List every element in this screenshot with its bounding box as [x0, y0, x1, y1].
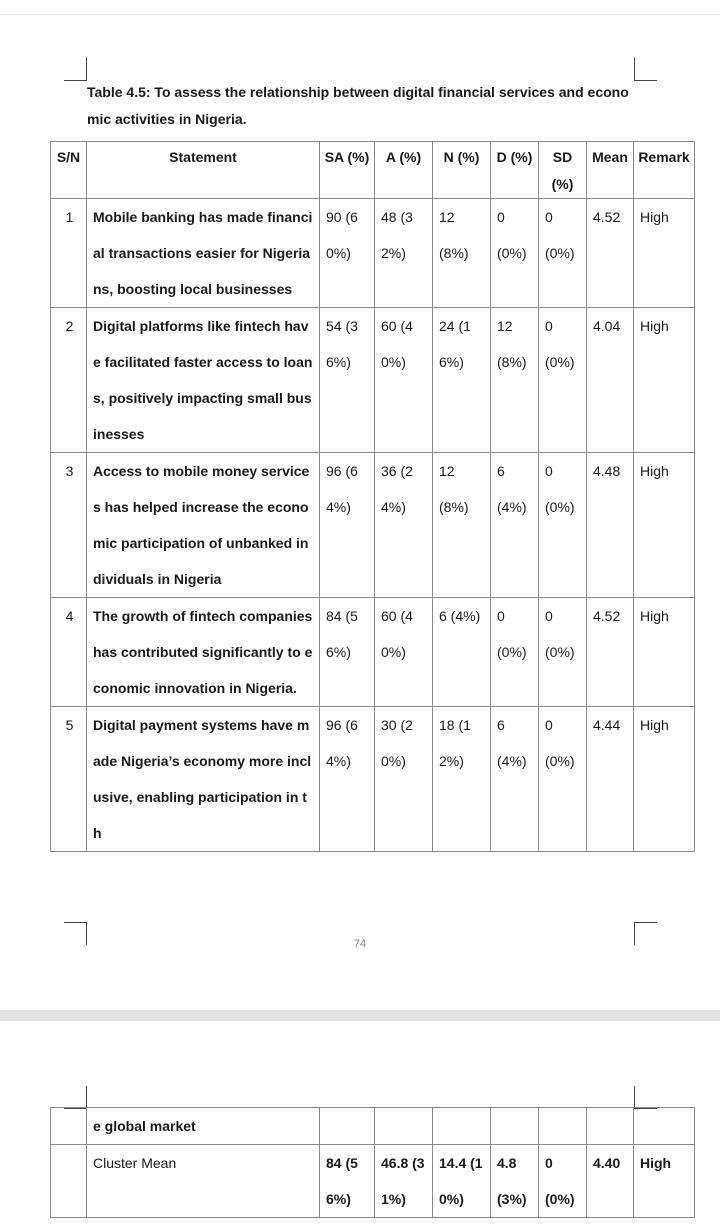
cell-sn: [51, 1108, 87, 1145]
cell-remark: High: [634, 598, 695, 707]
header-sa: SA (%): [320, 142, 375, 199]
top-divider: [0, 14, 720, 15]
cell-d: 0 (0%): [491, 598, 539, 707]
table-row: [51, 707, 695, 852]
cell-sd: 0 (0%): [539, 199, 587, 308]
cell-n: 12 (8%): [433, 199, 491, 308]
header-d: D (%): [491, 142, 539, 199]
cell-d: 6 (4%): [491, 453, 539, 598]
header-sd: SD (%): [539, 142, 587, 199]
cell-sn: 3: [51, 453, 87, 598]
cell-d: [491, 1108, 539, 1145]
cell-statement: Digital platforms like fintech have facilitated faster access to loans, positively impacting small businesses: [87, 308, 320, 453]
header-remark: Remark: [634, 142, 695, 199]
cell-a: 48 (32%): [375, 199, 433, 308]
cluster-mean-row: [51, 1145, 695, 1218]
table-row: [51, 1108, 695, 1145]
table-row: [51, 308, 695, 453]
cluster-sd: 0 (0%): [539, 1145, 587, 1218]
cell-sa: 90 (60%): [320, 199, 375, 308]
cell-remark: High: [634, 453, 695, 598]
cluster-sa: 84 (56%): [320, 1145, 375, 1218]
cluster-a: 46.8 (31%): [375, 1145, 433, 1218]
cell-n: 18 (12%): [433, 707, 491, 852]
cell-remark: High: [634, 308, 695, 453]
cluster-remark: High: [634, 1145, 695, 1218]
cell-a: 36 (24%): [375, 453, 433, 598]
cell-statement: Digital payment systems have made Nigeria’s economy more inclusive, enabling participation in th: [87, 707, 320, 852]
cell-statement: The growth of fintech companies has contributed significantly to economic innovation in Nigeria.: [87, 598, 320, 707]
cell-sa: 96 (64%): [320, 707, 375, 852]
cell-sd: 0 (0%): [539, 598, 587, 707]
cell-d: 12 (8%): [491, 308, 539, 453]
cell-sa: 84 (56%): [320, 598, 375, 707]
table-row: [51, 598, 695, 707]
cell-mean: 4.44: [587, 707, 634, 852]
cell-statement: Access to mobile money services has helped increase the economic participation of unbanked individuals in Nigeria: [87, 453, 320, 598]
crop-mark-top-left: [64, 1086, 87, 1109]
cell-statement: e global market: [87, 1108, 320, 1145]
page-separator: [0, 1010, 720, 1021]
cell-statement: Mobile banking has made financial transactions easier for Nigerians, boosting local businesses: [87, 199, 320, 308]
cell-sd: 0 (0%): [539, 453, 587, 598]
header-a: A (%): [375, 142, 433, 199]
cell-n: [433, 1108, 491, 1145]
caption-label: Table 4.5:: [87, 84, 151, 100]
cell-n: 12 (8%): [433, 453, 491, 598]
cell-mean: 4.52: [587, 199, 634, 308]
cell-sd: [539, 1108, 587, 1145]
cell-remark: [634, 1108, 695, 1145]
crop-mark-top-right: [634, 1086, 657, 1109]
cell-n: 6 (4%): [433, 598, 491, 707]
table-header-row: [51, 142, 695, 199]
cell-d: 6 (4%): [491, 707, 539, 852]
caption-text: To assess the relationship between digital financial services and economic activities in Nigeria.: [87, 84, 629, 127]
table-row: [51, 199, 695, 308]
cell-sd: 0 (0%): [539, 707, 587, 852]
cell-sn: 1: [51, 199, 87, 308]
header-n: N (%): [433, 142, 491, 199]
header-mean: Mean: [587, 142, 634, 199]
page-number: 74: [353, 938, 367, 950]
cell-mean: 4.48: [587, 453, 634, 598]
cell-mean: [587, 1108, 634, 1145]
table-row: [51, 453, 695, 598]
cell-sa: 54 (36%): [320, 308, 375, 453]
cell-d: 0 (0%): [491, 199, 539, 308]
cell-a: 60 (40%): [375, 598, 433, 707]
cell-remark: High: [634, 707, 695, 852]
cell-mean: 4.04: [587, 308, 634, 453]
cluster-label: Cluster Mean: [87, 1145, 320, 1218]
cell-sn: 2: [51, 308, 87, 453]
table-caption: [87, 79, 639, 133]
results-table-continued: [50, 1107, 695, 1218]
cell-mean: 4.52: [587, 598, 634, 707]
cell-a: 30 (20%): [375, 707, 433, 852]
header-sn: S/N: [51, 142, 87, 199]
crop-mark-top-right: [634, 58, 657, 81]
crop-mark-top-left: [64, 58, 87, 81]
cell-a: 60 (40%): [375, 308, 433, 453]
cell-sn: [51, 1145, 87, 1218]
results-table: [50, 141, 695, 852]
cell-n: 24 (16%): [433, 308, 491, 453]
cluster-d: 4.8 (3%): [491, 1145, 539, 1218]
cell-sd: 0 (0%): [539, 308, 587, 453]
cell-sn: 4: [51, 598, 87, 707]
cell-remark: High: [634, 199, 695, 308]
cell-sn: 5: [51, 707, 87, 852]
cluster-mean: 4.40: [587, 1145, 634, 1218]
cell-sa: [320, 1108, 375, 1145]
cell-a: [375, 1108, 433, 1145]
header-statement: Statement: [87, 142, 320, 199]
cell-sa: 96 (64%): [320, 453, 375, 598]
cluster-n: 14.4 (10%): [433, 1145, 491, 1218]
